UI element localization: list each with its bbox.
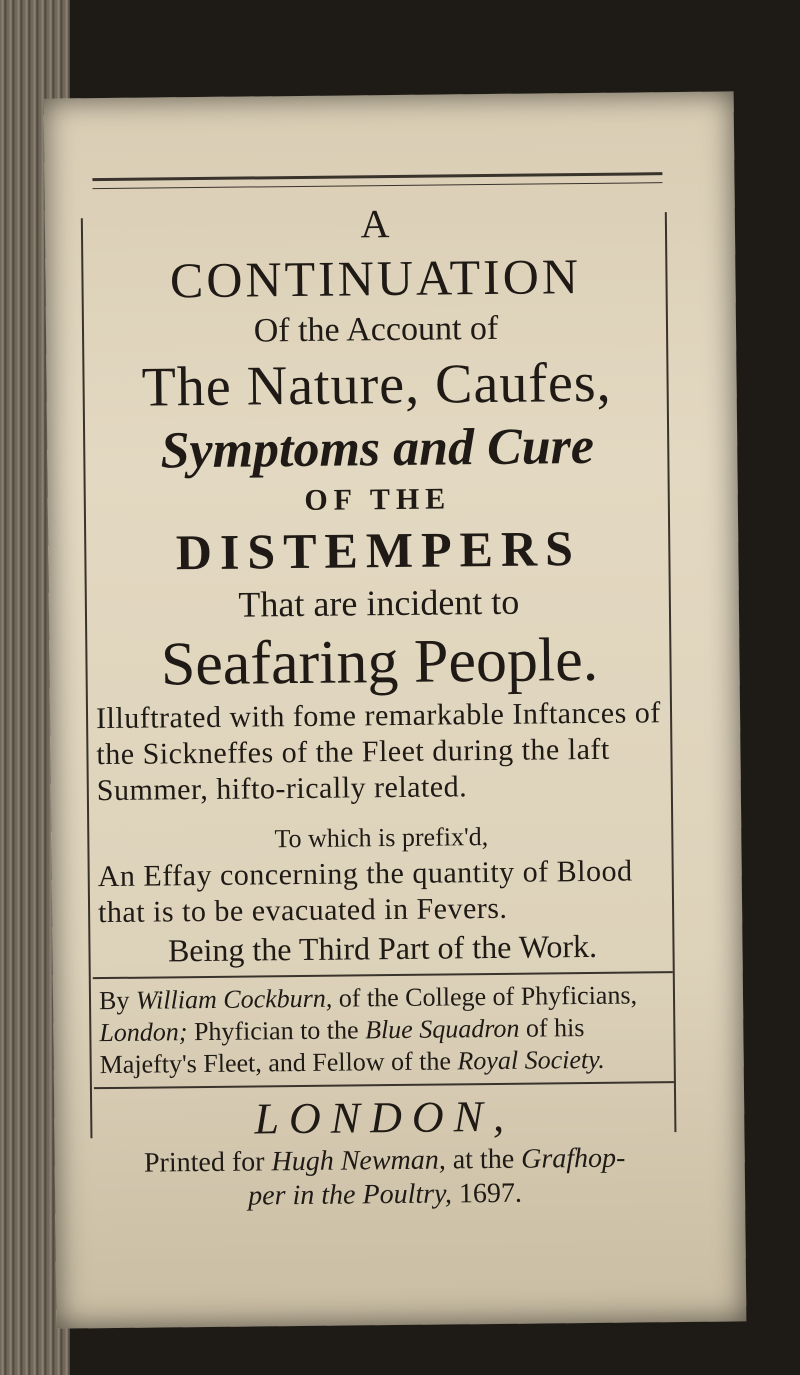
per-in-the: per in the (248, 1179, 363, 1212)
article: A (360, 201, 390, 247)
author-rest-3: of his Majefty's Fleet, and Fellow of the (99, 1013, 585, 1080)
author-rest-2: Phyfician to the (193, 1015, 366, 1047)
imprint-line (95, 1141, 675, 1181)
by-word: By (98, 985, 137, 1016)
nature-line: The Nature, Caufes, (141, 351, 612, 419)
divider (94, 1081, 674, 1089)
continuation-heading: CONTINUATION (169, 248, 582, 309)
seafaring-heading: Seafaring People. (160, 625, 599, 699)
illustrated-paragraph: Illuftrated with fome remarkable Inftances of the Sickneffes of the Fleet during the laft Summer, hifto-rically related. (95, 696, 661, 808)
prefixed-line: To which is prefix'd, (274, 822, 489, 854)
third-part-line: Being the Third Part of the Work. (167, 927, 598, 969)
top-rule-thin (93, 182, 663, 189)
blue-squadron: Blue Squadron (364, 1013, 527, 1045)
london-inline: London; (99, 1017, 195, 1048)
divider (93, 971, 673, 979)
imprint-line-2 (95, 1175, 675, 1215)
of-the-line: OF THE (304, 482, 452, 517)
printed-for: Printed for (143, 1146, 272, 1179)
poultry: Poultry, (362, 1178, 460, 1211)
symptoms-line: Symptoms and Cure (160, 417, 595, 480)
at-the: at the (452, 1143, 522, 1176)
that-are-line: That are incident to (238, 581, 520, 625)
author-name: William Cockburn, (135, 983, 339, 1015)
author-rest-1: of the College of Phyficians, (338, 980, 638, 1013)
top-rule (92, 172, 662, 181)
of-account-line: Of the Account of (253, 309, 499, 350)
title-page (44, 91, 747, 1328)
grasshopper: Grafhop- (521, 1142, 626, 1175)
printer-name: Hugh Newman, (271, 1144, 453, 1178)
year: 1697. (458, 1177, 523, 1210)
essay-paragraph: An Effay concerning the quantity of Blood that is to be evacuated in Fevers. (97, 854, 633, 930)
royal-society: Royal Society. (457, 1044, 605, 1076)
author-block (93, 979, 674, 1081)
title-content (85, 197, 676, 1215)
distempers-heading: DISTEMPERS (175, 520, 582, 581)
london-imprint: LONDON, (254, 1091, 515, 1144)
